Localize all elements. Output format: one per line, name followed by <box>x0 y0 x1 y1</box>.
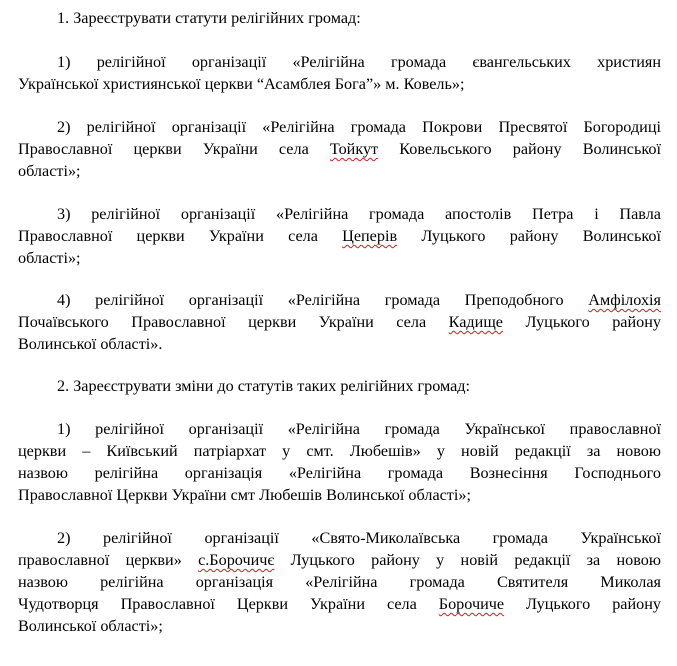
item-2-2-line-1: 2) релігійної організації «Свято-Миколаївська громада Української <box>57 529 661 547</box>
item-1-3-line-2 <box>18 226 661 246</box>
item-2-1-line-4: Православної Церкви України смт Любешів Волинської області»; <box>18 486 471 504</box>
text-run: 4) релігійної організації «Релігійна громада Преподобного <box>57 291 589 309</box>
item-2-2-line-3: назвою релігійна організація «Релігійна громада Святителя Миколая <box>18 573 661 591</box>
section-1-heading: 1. Зареєструвати статути релігійних громад: <box>57 9 361 27</box>
spellcheck-word: Кадище <box>448 313 503 331</box>
item-2-2-line-5: Волинської області»; <box>18 617 163 635</box>
item-1-4-line-2 <box>18 312 661 332</box>
spellcheck-word: Тойкут <box>329 140 379 158</box>
text-run: Луцького району <box>502 313 661 331</box>
item-2-1-line-2: церкви – Київський патріархат у смт. Любешів» у новій редакції за новою <box>18 442 661 460</box>
text-run: Православної церкви України села <box>18 227 343 245</box>
text-run: Ковельського району Волинської <box>378 140 661 158</box>
item-1-1-line-1: 1) релігійної організації «Релігійна громада євангельських християн <box>57 53 661 71</box>
text-run: Луцького району у новій редакції за новою <box>274 551 661 569</box>
item-1-2-line-3: області»; <box>18 162 81 180</box>
text-run: Почаївського Православної церкви України села <box>18 313 449 331</box>
item-2-2-line-2 <box>18 550 661 570</box>
spellcheck-word: Амфілохія <box>588 291 661 309</box>
spellcheck-word: Борочиче <box>438 595 505 613</box>
spellcheck-word: с.Борочичє <box>198 551 275 569</box>
item-1-4-line-3: Волинської області». <box>18 335 163 353</box>
section-2-heading: 2. Зареєструвати зміни до статутів таких релігійних громад: <box>57 377 471 395</box>
item-1-2-line-1: 2) релігійної організації «Релігійна громада Покрови Пресвятої Богородиці <box>57 118 661 136</box>
item-1-2-line-2 <box>18 139 661 159</box>
text-run: Луцького району <box>504 595 661 613</box>
item-1-1-line-2: Української християнської церкви “Асамблея Бога”» м. Ковель»; <box>18 75 465 93</box>
item-1-3-line-1: 3) релігійної організації «Релігійна громада апостолів Петра і Павла <box>57 205 661 223</box>
text-run: Православної церкви України села <box>18 140 330 158</box>
item-2-2-line-4 <box>18 594 661 614</box>
text-run: Чудотворця Православної Церкви України села <box>18 595 439 613</box>
text-run: православної церкви» <box>18 551 199 569</box>
item-1-3-line-3: області»; <box>18 249 81 267</box>
spellcheck-word: Цеперів <box>342 227 398 245</box>
item-2-1-line-1: 1) релігійної організації «Релігійна громада Української православної <box>57 420 661 438</box>
item-1-4-line-1 <box>57 290 661 310</box>
item-2-1-line-3: назвою релігійна організація «Релігійна громада Вознесіння Господнього <box>18 464 661 482</box>
text-run: Луцького району Волинської <box>397 227 661 245</box>
